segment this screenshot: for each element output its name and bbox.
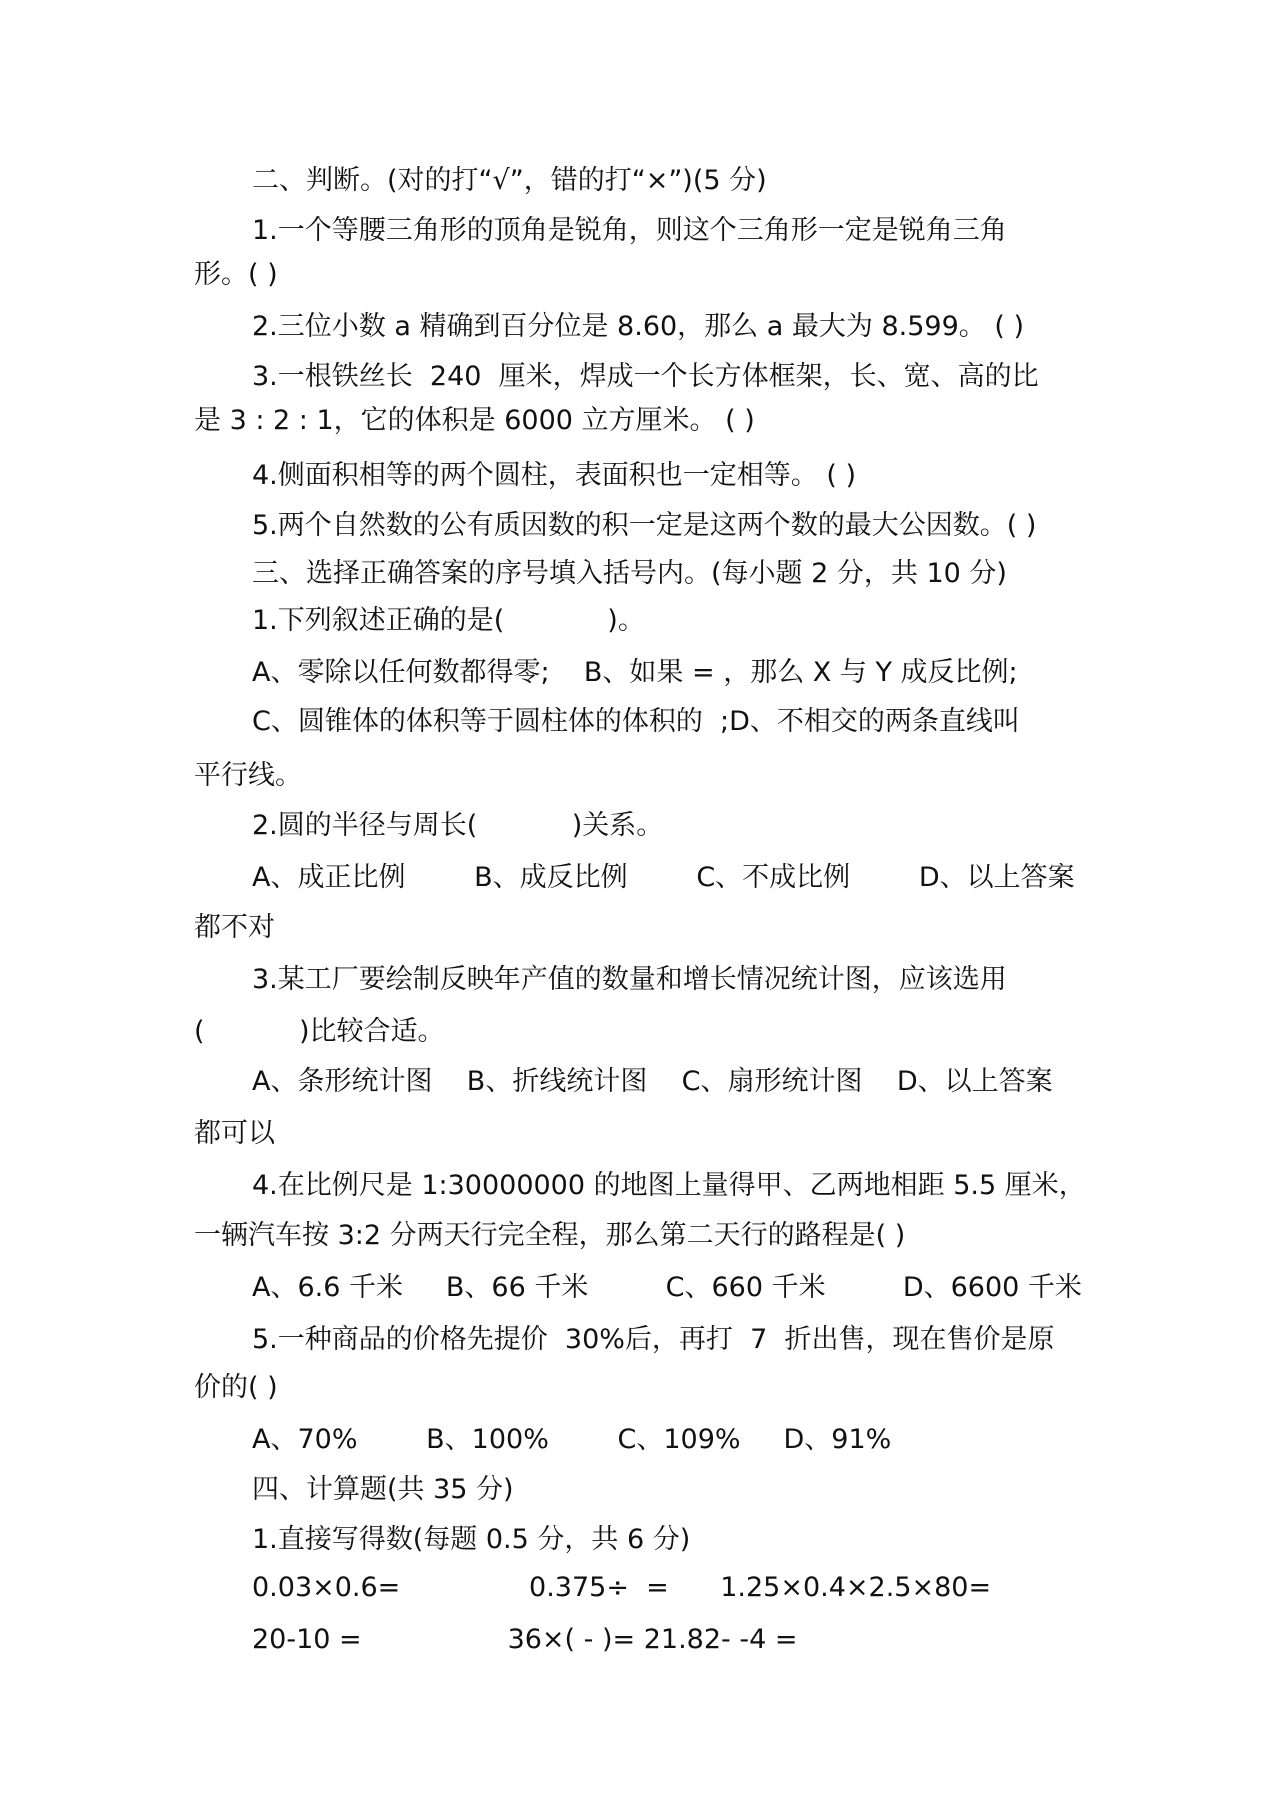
judge-q4: 4.侧面积相等的两个圆柱，表面积也一定相等。 ( ) <box>252 460 856 491</box>
calc-q1-row1: 0.03×0.6= 0.375÷ = 1.25×0.4×2.5×80= <box>252 1572 992 1603</box>
choice-q3-cont: ( )比较合适。 <box>194 1016 445 1047</box>
choice-q3: 3.某工厂要绘制反映年产值的数量和增长情况统计图，应该选用 <box>252 964 1007 995</box>
calc-q1-heading: 1.直接写得数(每题 0.5 分，共 6 分) <box>252 1524 691 1555</box>
judge-q1: 1.一个等腰三角形的顶角是锐角，则这个三角形一定是锐角三角 <box>252 215 1007 246</box>
section-4-heading: 四、计算题(共 35 分) <box>252 1474 514 1505</box>
choice-q2-options: A、成正比例 B、成反比例 C、不成比例 D、以上答案 <box>252 862 1075 893</box>
judge-q1-cont: 形。( ) <box>194 259 278 290</box>
choice-q5-options: A、70% B、100% C、109% D、91% <box>252 1424 892 1455</box>
choice-q4-cont: 一辆汽车按 3:2 分两天行完全程，那么第二天行的路程是( ) <box>194 1220 906 1251</box>
choice-q1-options-ab: A、零除以任何数都得零; B、如果 = ，那么 X 与 Y 成反比例; <box>252 657 1018 688</box>
judge-q3: 3.一根铁丝长 240 厘米，焊成一个长方体框架，长、宽、高的比 <box>252 361 1039 392</box>
choice-q3-options-cont: 都可以 <box>194 1118 275 1149</box>
choice-q1-options-cont: 平行线。 <box>194 760 302 791</box>
judge-q5: 5.两个自然数的公有质因数的积一定是这两个数的最大公因数。( ) <box>252 510 1037 541</box>
choice-q1-options-cd: C、圆锥体的体积等于圆柱体的体积的 ;D、不相交的两条直线叫 <box>252 706 1020 737</box>
choice-q4-options: A、6.6 千米 B、66 千米 C、660 千米 D、6600 千米 <box>252 1272 1082 1303</box>
choice-q2: 2.圆的半径与周长( )关系。 <box>252 810 664 841</box>
choice-q4: 4.在比例尺是 1:30000000 的地图上量得甲、乙两地相距 5.5 厘米， <box>252 1170 1086 1201</box>
choice-q3-options: A、条形统计图 B、折线统计图 C、扇形统计图 D、以上答案 <box>252 1066 1053 1097</box>
choice-q5: 5.一种商品的价格先提价 30%后，再打 7 折出售，现在售价是原 <box>252 1324 1055 1355</box>
calc-q1-row2: 20-10 = 36×( - )= 21.82- -4 = <box>252 1624 798 1655</box>
choice-q2-options-cont: 都不对 <box>194 912 275 943</box>
section-3-heading: 三、选择正确答案的序号填入括号内。(每小题 2 分，共 10 分) <box>252 558 1007 589</box>
choice-q5-cont: 价的( ) <box>194 1372 278 1403</box>
choice-q1: 1.下列叙述正确的是( )。 <box>252 605 645 636</box>
judge-q2: 2.三位小数 a 精确到百分位是 8.60，那么 a 最大为 8.599。 ( ) <box>252 311 1024 342</box>
judge-q3-cont: 是 3 : 2 : 1，它的体积是 6000 立方厘米。 ( ) <box>194 405 755 436</box>
section-2-heading: 二、判断。(对的打“√”，错的打“×”)(5 分) <box>252 165 767 196</box>
